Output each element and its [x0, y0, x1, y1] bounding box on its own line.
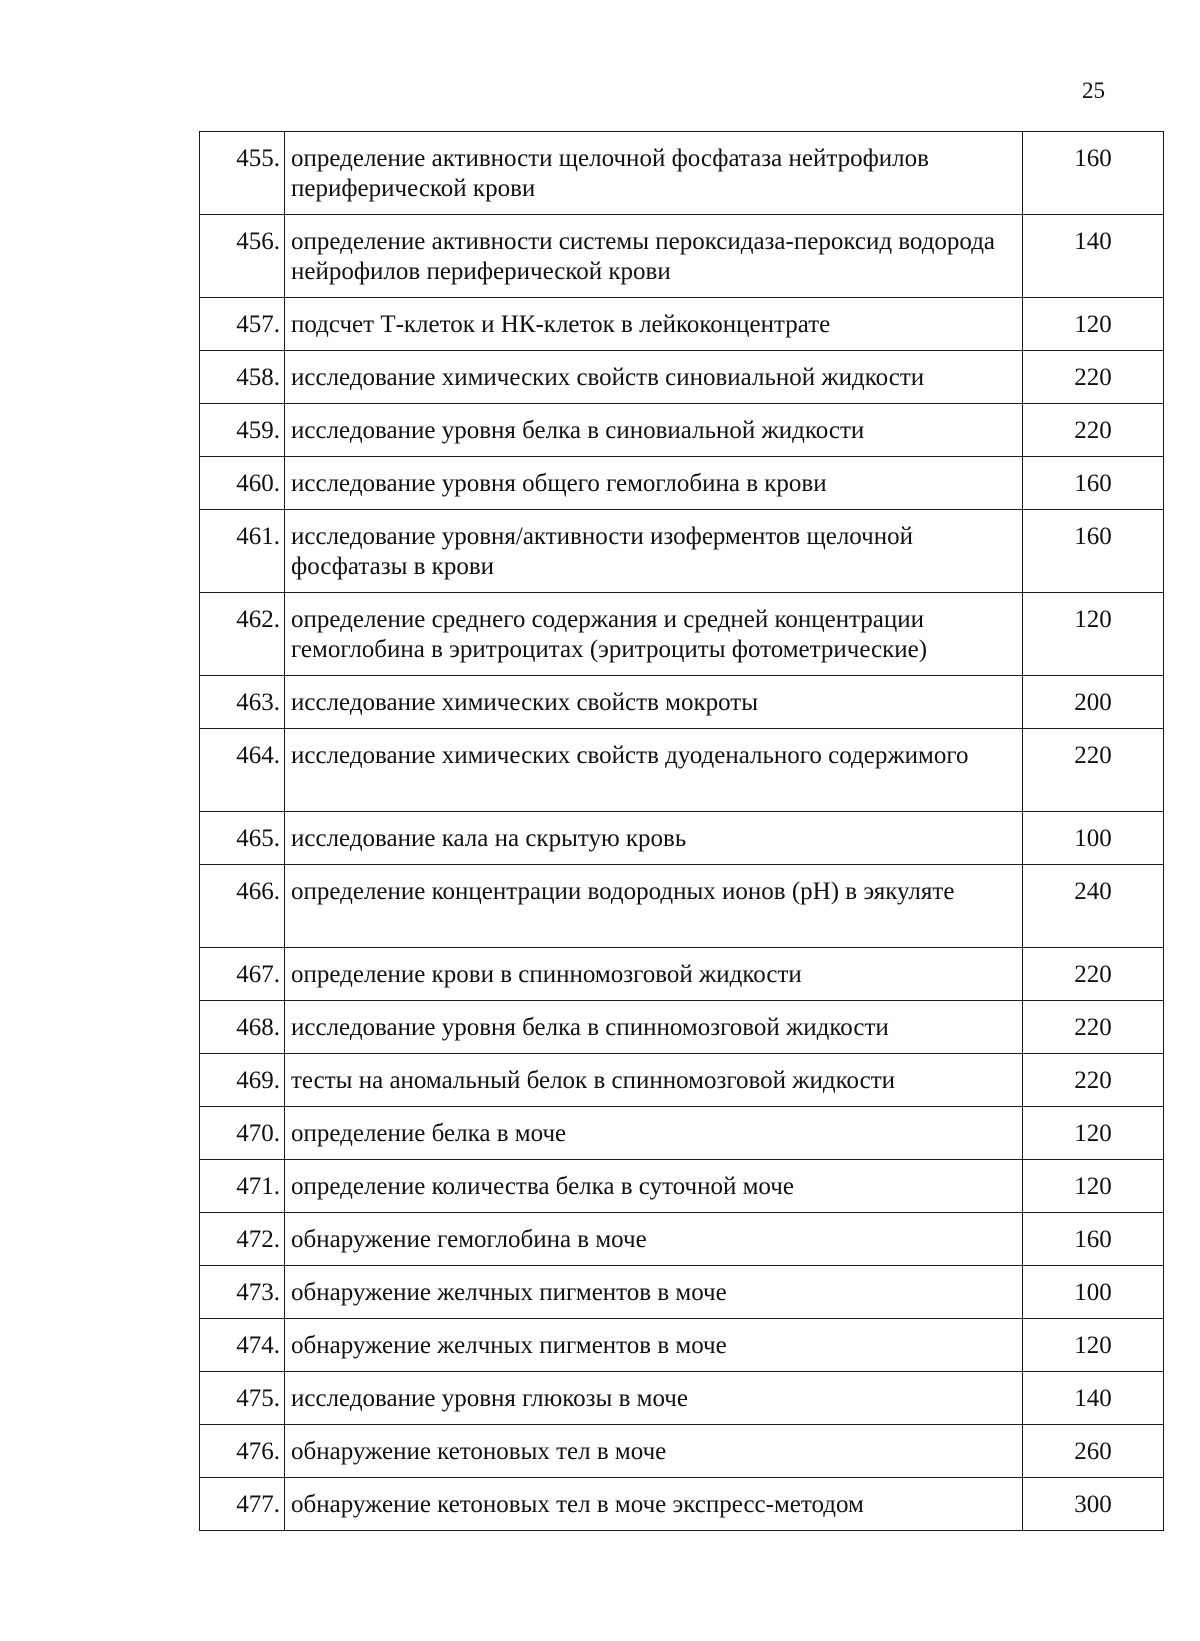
service-price: 220: [1023, 404, 1164, 457]
row-number: 475.: [200, 1372, 285, 1425]
row-number: 470.: [200, 1107, 285, 1160]
row-number: 463.: [200, 676, 285, 729]
table-row: [200, 510, 1164, 593]
row-number: 471.: [200, 1160, 285, 1213]
service-name: исследование уровня белка в спинномозговой жидкости: [285, 1001, 1023, 1054]
row-number: 457.: [200, 298, 285, 351]
service-name: исследование уровня общего гемоглобина в крови: [285, 457, 1023, 510]
service-name: определение концентрации водородных ионов (pH) в эякуляте: [285, 865, 1023, 948]
page-number: 25: [1082, 78, 1105, 103]
table-row: [200, 1319, 1164, 1372]
service-name: определение крови в спинномозговой жидкости: [285, 948, 1023, 1001]
row-number: 472.: [200, 1213, 285, 1266]
service-name: исследование кала на скрытую кровь: [285, 812, 1023, 865]
row-number: 456.: [200, 215, 285, 298]
service-name: обнаружение кетоновых тел в моче: [285, 1425, 1023, 1478]
row-number: 465.: [200, 812, 285, 865]
table-row: [200, 865, 1164, 948]
service-name: определение количества белка в суточной моче: [285, 1160, 1023, 1213]
service-name: обнаружение кетоновых тел в моче экспресс-методом: [285, 1478, 1023, 1531]
table-row: [200, 1107, 1164, 1160]
service-price: 300: [1023, 1478, 1164, 1531]
service-price: 120: [1023, 593, 1164, 676]
table-row: [200, 1213, 1164, 1266]
table-row: [200, 1160, 1164, 1213]
row-number: 469.: [200, 1054, 285, 1107]
service-name: определение активности системы пероксидаза-пероксид водорода нейрофилов периферической крови: [285, 215, 1023, 298]
service-name: исследование химических свойств мокроты: [285, 676, 1023, 729]
service-name: обнаружение желчных пигментов в моче: [285, 1266, 1023, 1319]
service-name: тесты на аномальный белок в спинномозговой жидкости: [285, 1054, 1023, 1107]
row-number: 468.: [200, 1001, 285, 1054]
table-row: [200, 1266, 1164, 1319]
table-row: [200, 215, 1164, 298]
table-row: [200, 1478, 1164, 1531]
row-number: 464.: [200, 729, 285, 812]
service-name: определение белка в моче: [285, 1107, 1023, 1160]
row-number: 474.: [200, 1319, 285, 1372]
row-number: 476.: [200, 1425, 285, 1478]
table-row: [200, 812, 1164, 865]
row-number: 455.: [200, 132, 285, 215]
service-price: 220: [1023, 948, 1164, 1001]
service-name: исследование уровня глюкозы в моче: [285, 1372, 1023, 1425]
row-number: 462.: [200, 593, 285, 676]
service-name: определение активности щелочной фосфатаза нейтрофилов периферической крови: [285, 132, 1023, 215]
table-row: [200, 351, 1164, 404]
service-price: 220: [1023, 1054, 1164, 1107]
service-price: 240: [1023, 865, 1164, 948]
service-price: 160: [1023, 132, 1164, 215]
table-row: [200, 729, 1164, 812]
service-price: 260: [1023, 1425, 1164, 1478]
table-row: [200, 676, 1164, 729]
service-name: подсчет Т-клеток и НК-клеток в лейкоконцентрате: [285, 298, 1023, 351]
row-number: 459.: [200, 404, 285, 457]
service-price: 160: [1023, 510, 1164, 593]
service-price: 220: [1023, 1001, 1164, 1054]
table-row: [200, 593, 1164, 676]
table-row: [200, 457, 1164, 510]
row-number: 473.: [200, 1266, 285, 1319]
table-row: [200, 1001, 1164, 1054]
table-row: [200, 1425, 1164, 1478]
service-price: 120: [1023, 1160, 1164, 1213]
service-price: 140: [1023, 215, 1164, 298]
table-row: [200, 948, 1164, 1001]
service-price: 100: [1023, 812, 1164, 865]
table-row: [200, 404, 1164, 457]
service-price: 120: [1023, 1319, 1164, 1372]
service-name: исследование химических свойств синовиальной жидкости: [285, 351, 1023, 404]
service-price: 140: [1023, 1372, 1164, 1425]
row-number: 458.: [200, 351, 285, 404]
service-name: исследование уровня/активности изоферментов щелочной фосфатазы в крови: [285, 510, 1023, 593]
service-price: 120: [1023, 298, 1164, 351]
services-price-table: [199, 131, 1164, 1531]
table-row: [200, 132, 1164, 215]
service-price: 200: [1023, 676, 1164, 729]
row-number: 461.: [200, 510, 285, 593]
service-name: обнаружение гемоглобина в моче: [285, 1213, 1023, 1266]
service-price: 220: [1023, 729, 1164, 812]
service-name: определение среднего содержания и средней концентрации гемоглобина в эритроцитах (эритроциты фотометрические): [285, 593, 1023, 676]
service-name: исследование химических свойств дуоденального содержимого: [285, 729, 1023, 812]
row-number: 460.: [200, 457, 285, 510]
table-body: [200, 132, 1164, 1531]
row-number: 477.: [200, 1478, 285, 1531]
service-price: 100: [1023, 1266, 1164, 1319]
row-number: 466.: [200, 865, 285, 948]
service-name: обнаружение желчных пигментов в моче: [285, 1319, 1023, 1372]
table-row: [200, 1372, 1164, 1425]
service-price: 160: [1023, 1213, 1164, 1266]
service-price: 120: [1023, 1107, 1164, 1160]
table-row: [200, 298, 1164, 351]
service-price: 160: [1023, 457, 1164, 510]
table-row: [200, 1054, 1164, 1107]
service-price: 220: [1023, 351, 1164, 404]
service-name: исследование уровня белка в синовиальной жидкости: [285, 404, 1023, 457]
row-number: 467.: [200, 948, 285, 1001]
